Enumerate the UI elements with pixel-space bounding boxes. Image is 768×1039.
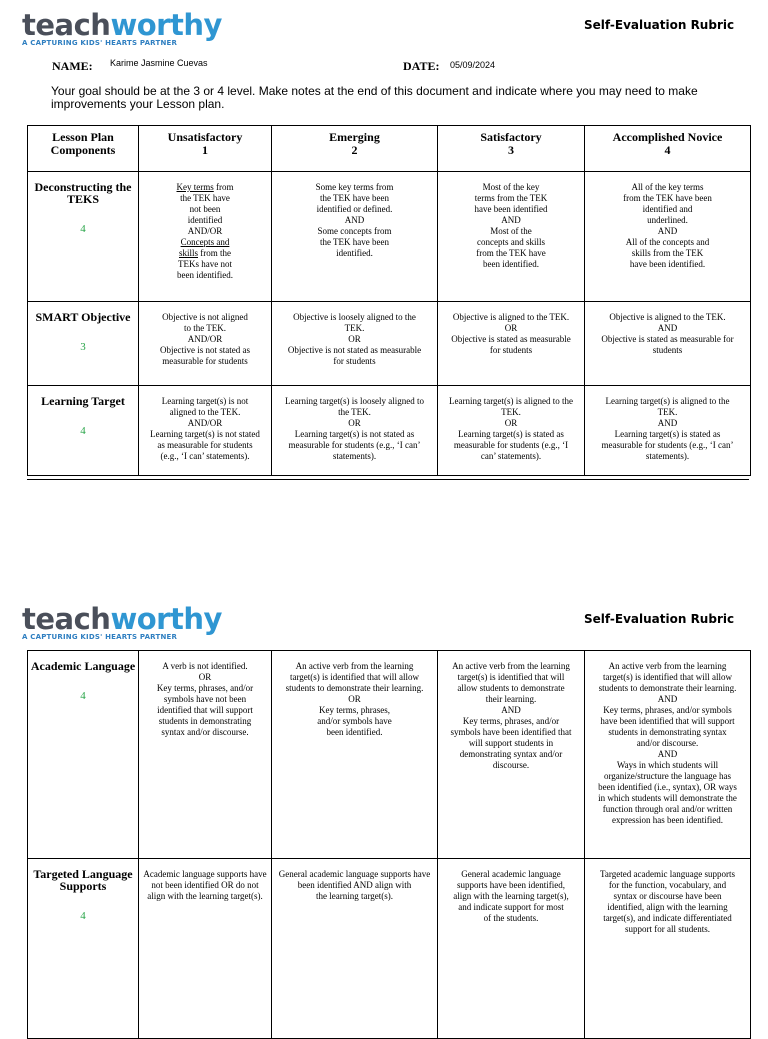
table-row <box>28 172 751 302</box>
criteria-line: identified, align with the learning <box>607 902 728 912</box>
criteria-line: the learning target(s). <box>315 891 394 901</box>
criteria-line: Learning target(s) is not stated <box>150 429 260 439</box>
table-bottom-rule <box>27 479 749 480</box>
criteria-line: AND/OR <box>187 334 223 344</box>
criteria-line: An active verb from the learning <box>295 661 414 671</box>
table-row <box>28 651 751 859</box>
criteria-line: Objective is not stated as <box>160 345 250 355</box>
criteria-line: OR <box>504 323 518 333</box>
criteria-line: supports have been identified, <box>457 880 565 890</box>
criteria-line: Academic language supports have <box>143 869 267 879</box>
criteria-cell <box>585 302 751 386</box>
criteria-line: (e.g., ‘I can’ statements). <box>160 451 250 461</box>
criteria-cell <box>585 172 751 302</box>
criteria-line: AND <box>657 418 678 428</box>
criteria-line: in which students will demonstrate the <box>598 793 737 803</box>
criteria-cell <box>438 859 585 1039</box>
criteria-cell <box>139 302 272 386</box>
criteria-line: will support students in <box>468 738 554 748</box>
criteria-cell <box>272 172 438 302</box>
criteria-line: skills from the <box>178 248 231 258</box>
criteria-line: and/or discourse. <box>636 738 699 748</box>
criteria-line: Key terms, phrases, and/or <box>156 683 254 693</box>
rubric-title: Self-Evaluation Rubric <box>584 612 735 626</box>
criteria-line: can’ statements). <box>480 451 542 461</box>
criteria-line: of the students. <box>483 913 539 923</box>
criteria-line: have been identified <box>474 204 548 214</box>
criteria-line: AND <box>501 705 521 715</box>
criteria-line: for students <box>333 356 376 366</box>
criteria-line: expression has been identified. <box>612 815 723 825</box>
criteria-cell <box>438 172 585 302</box>
table-row <box>28 302 751 386</box>
criteria-line: as measurable for students <box>157 440 253 450</box>
criteria-line: discourse. <box>492 760 530 770</box>
criteria-line: symbols have not been <box>163 694 247 704</box>
criteria-line: target(s), and indicate differentiated <box>603 913 732 923</box>
logo-wordmark: teachworthy <box>22 602 222 636</box>
criteria-line: skills from the TEK <box>631 248 704 258</box>
criteria-line: for students <box>489 345 533 355</box>
criteria-line: Objective is not stated as measurable <box>287 345 422 355</box>
criteria-cell <box>272 302 438 386</box>
criteria-cell <box>585 859 751 1039</box>
criteria-line: organize/structure the language has <box>603 771 732 781</box>
criteria-line: the TEK have been <box>319 237 390 247</box>
criteria-line: statements). <box>332 451 377 461</box>
table-row <box>28 386 751 476</box>
criteria-line: from the TEK have <box>476 248 546 258</box>
criteria-line: their learning. <box>485 694 537 704</box>
criteria-line: measurable for students (e.g., ‘I can’ <box>601 440 734 450</box>
component-name: Learning Target <box>41 394 125 408</box>
criteria-line: for the function, vocabulary, and <box>608 880 727 890</box>
criteria-line: AND <box>501 215 521 225</box>
header-components: Lesson Plan Components <box>28 126 139 172</box>
criteria-line: concepts and skills <box>477 237 545 247</box>
criteria-line: AND <box>657 226 678 236</box>
criteria-line: Some concepts from <box>317 226 392 236</box>
component-cell <box>28 172 139 302</box>
criteria-cell <box>139 172 272 302</box>
instructions-text: Your goal should be at the 3 or 4 level. Make notes at the end of this document and indicate where you may need to make improvements your Lesson plan. <box>51 84 698 111</box>
criteria-line: Key terms, phrases, and/or symbols <box>603 705 732 715</box>
criteria-line: TEK. <box>657 407 678 417</box>
criteria-line: the TEK have been <box>319 193 390 203</box>
criteria-line: support for all students. <box>625 924 710 934</box>
criteria-line: Learning target(s) is loosely aligned to <box>284 396 425 406</box>
criteria-cell <box>272 386 438 476</box>
criteria-line: identified that will support <box>157 705 253 715</box>
criteria-line: identified and <box>642 204 693 214</box>
criteria-line: AND <box>657 749 678 759</box>
criteria-line: been identified AND align with <box>297 880 412 890</box>
component-score: 3 <box>80 341 86 353</box>
criteria-line: Key terms, phrases, and/or <box>462 716 560 726</box>
criteria-line: syntax and/or discourse. <box>161 727 249 737</box>
criteria-line: Learning target(s) is aligned to the <box>448 396 574 406</box>
criteria-line: measurable for students <box>162 356 248 366</box>
criteria-line: A verb is not identified. <box>162 661 248 671</box>
criteria-line: AND <box>657 694 678 704</box>
criteria-line: All of the concepts and <box>625 237 710 247</box>
criteria-line: AND <box>657 323 678 333</box>
criteria-cell <box>438 302 585 386</box>
criteria-line: Learning target(s) is stated as <box>458 429 564 439</box>
criteria-line: students in demonstrating syntax <box>608 727 727 737</box>
criteria-line: have been identified that will support <box>600 716 735 726</box>
table-header-row <box>28 126 751 172</box>
criteria-line: TEKs have not <box>178 259 232 269</box>
criteria-line: syntax or discourse have been <box>613 891 722 901</box>
criteria-cell <box>272 651 438 859</box>
criteria-line: Most of the <box>490 226 532 236</box>
logo-tagline: A CAPTURING KIDS' HEARTS PARTNER <box>22 633 178 641</box>
header-accomplished-novice: Accomplished Novice 4 <box>585 126 751 172</box>
criteria-line: statements). <box>645 451 690 461</box>
criteria-line: been identified. <box>483 259 539 269</box>
criteria-line: Learning target(s) is aligned to the <box>605 396 730 406</box>
criteria-cell <box>139 386 272 476</box>
criteria-line: Objective is aligned to the TEK. <box>452 312 570 322</box>
criteria-cell <box>272 859 438 1039</box>
criteria-line: TEK. <box>344 323 365 333</box>
criteria-line: OR <box>198 672 212 682</box>
teachworthy-logo <box>22 604 222 641</box>
header-satisfactory: Satisfactory 3 <box>438 126 585 172</box>
component-name: Targeted Language Supports <box>33 867 133 893</box>
criteria-line: allow students to demonstrate <box>457 683 565 693</box>
criteria-line: from the TEK have been <box>623 193 712 203</box>
component-name: Deconstructing the TEKS <box>34 180 132 206</box>
criteria-line: OR <box>348 334 361 344</box>
component-name: Academic Language <box>30 659 136 673</box>
component-cell <box>28 302 139 386</box>
criteria-line: OR <box>348 418 361 428</box>
name-label: NAME: <box>52 59 93 73</box>
criteria-line: identified. <box>336 248 373 258</box>
rubric-title: Self-Evaluation Rubric <box>584 18 735 32</box>
criteria-line: Key terms, phrases, <box>319 705 390 715</box>
criteria-line: AND/OR <box>187 418 223 428</box>
criteria-line: Concepts and <box>180 237 230 247</box>
criteria-line: Some key terms from <box>315 182 394 192</box>
criteria-line: target(s) is identified that will allow <box>602 672 733 682</box>
criteria-line: been identified. <box>326 727 383 737</box>
criteria-line: Objective is stated as measurable for <box>601 334 734 344</box>
date-label: DATE: <box>403 59 440 73</box>
criteria-line: demonstrating syntax and/or <box>459 749 563 759</box>
criteria-line: measurable for students (e.g., ‘I can’ <box>288 440 421 450</box>
criteria-line: An active verb from the learning <box>452 661 570 671</box>
rubric-table-page-2 <box>27 650 751 1039</box>
criteria-line: An active verb from the learning <box>608 661 727 671</box>
table-row <box>28 859 751 1039</box>
criteria-line: TEK. <box>501 407 521 417</box>
criteria-line: Learning target(s) is not stated as <box>294 429 415 439</box>
criteria-line: target(s) is identified that will <box>457 672 565 682</box>
criteria-line: students to demonstrate their learning. <box>598 683 737 693</box>
criteria-line: AND <box>344 215 365 225</box>
criteria-line: align with the learning target(s). <box>147 891 263 901</box>
criteria-line: OR <box>348 694 361 704</box>
name-value: Karime Jasmine Cuevas <box>110 58 208 68</box>
criteria-line: students <box>652 345 683 355</box>
rubric-table-page-1 <box>27 125 751 476</box>
date-value: 05/09/2024 <box>450 60 496 70</box>
criteria-cell <box>438 651 585 859</box>
criteria-line: Learning target(s) is not <box>161 396 249 406</box>
criteria-line: Key terms from <box>176 182 234 192</box>
criteria-line: measurable for students (e.g., ‘I <box>453 440 569 450</box>
component-score: 4 <box>80 690 86 702</box>
criteria-line: OR <box>504 418 518 428</box>
criteria-line: to the TEK. <box>183 323 227 333</box>
criteria-line: Objective is not aligned <box>162 312 248 322</box>
criteria-line: aligned to the TEK. <box>169 407 241 417</box>
criteria-line: symbols have been identified that <box>450 727 572 737</box>
criteria-line: underlined. <box>647 215 688 225</box>
criteria-line: the TEK have <box>180 193 230 203</box>
criteria-line: and indicate support for most <box>458 902 564 912</box>
criteria-line: identified or defined. <box>316 204 393 214</box>
criteria-line: identified <box>187 215 223 225</box>
criteria-line: Objective is aligned to the TEK. <box>609 312 726 322</box>
component-score: 4 <box>80 425 86 437</box>
criteria-cell <box>438 386 585 476</box>
criteria-line: terms from the TEK <box>474 193 548 203</box>
component-score: 4 <box>80 910 86 922</box>
criteria-line: AND/OR <box>187 226 223 236</box>
criteria-cell <box>585 651 751 859</box>
criteria-cell <box>585 386 751 476</box>
header-emerging: Emerging 2 <box>272 126 438 172</box>
criteria-line: not been <box>189 204 221 214</box>
criteria-line: target(s) is identified that will allow <box>289 672 420 682</box>
component-cell <box>28 651 139 859</box>
criteria-cell <box>139 651 272 859</box>
component-cell <box>28 859 139 1039</box>
criteria-line: General academic language supports have <box>278 869 431 879</box>
criteria-line: Targeted academic language supports <box>600 869 735 879</box>
teachworthy-logo <box>22 10 222 47</box>
criteria-line: Objective is stated as measurable <box>451 334 571 344</box>
criteria-line: not been identified OR do not <box>151 880 259 890</box>
criteria-line: Most of the key <box>482 182 540 192</box>
criteria-line: Objective is loosely aligned to the <box>293 312 416 322</box>
component-cell <box>28 386 139 476</box>
criteria-line: All of the key terms <box>631 182 704 192</box>
header-unsatisfactory: Unsatisfactory 1 <box>139 126 272 172</box>
criteria-line: students to demonstrate their learning. <box>285 683 424 693</box>
criteria-line: students in demonstrating <box>158 716 252 726</box>
criteria-line: and/or symbols have <box>317 716 392 726</box>
criteria-line: the TEK. <box>338 407 371 417</box>
criteria-line: function through oral and/or written <box>602 804 733 814</box>
criteria-cell <box>139 859 272 1039</box>
component-name: SMART Objective <box>35 310 131 324</box>
criteria-line: align with the learning target(s), <box>453 891 569 901</box>
component-score: 4 <box>80 223 86 235</box>
criteria-line: General academic language <box>461 869 561 879</box>
criteria-line: been identified. <box>177 270 233 280</box>
criteria-line: Ways in which students will <box>616 760 719 770</box>
criteria-line: have been identified. <box>629 259 706 269</box>
criteria-line: been identified (i.e., syntax), OR ways <box>598 782 737 792</box>
logo-tagline: A CAPTURING KIDS' HEARTS PARTNER <box>22 39 178 47</box>
criteria-line: Learning target(s) is stated as <box>614 429 721 439</box>
logo-wordmark: teachworthy <box>22 8 222 42</box>
